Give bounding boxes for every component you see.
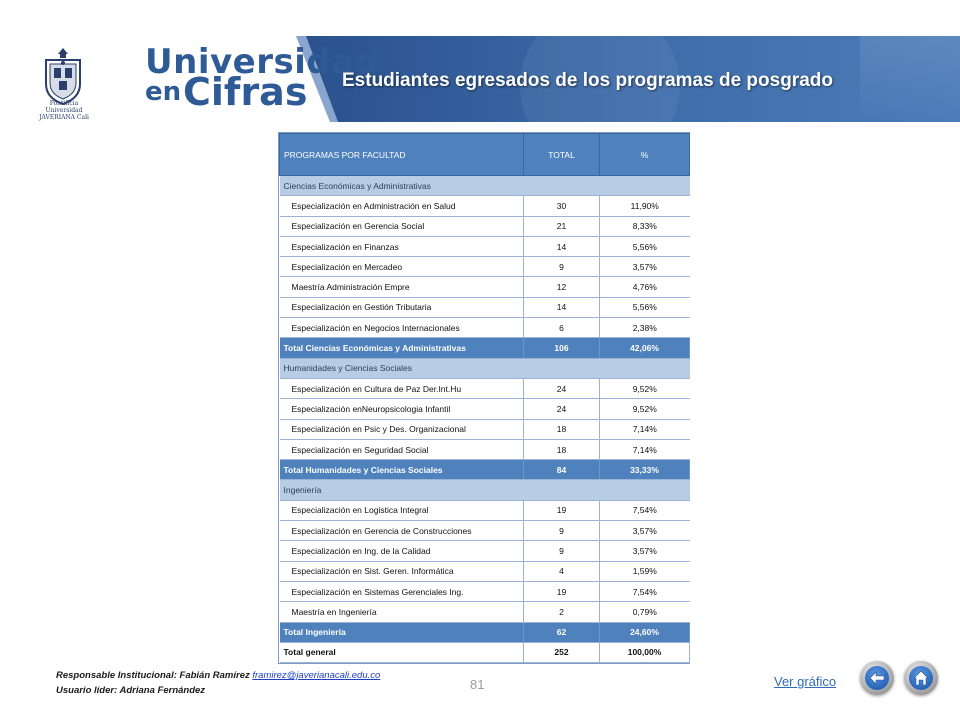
- faculty-row: [280, 480, 690, 500]
- table-body: [280, 176, 690, 663]
- responsible-email-link[interactable]: framirez@javerianacali.edu.co: [252, 670, 381, 681]
- program-total: 19: [524, 500, 600, 520]
- column-header-programs: PROGRAMAS POR FACULTAD: [280, 134, 524, 176]
- program-name: Maestría en Ingeniería: [280, 602, 524, 622]
- footer-user-leader: Usuario líder: Adriana Fernández: [56, 685, 206, 696]
- graduates-table: [279, 133, 690, 663]
- program-percent: 4,76%: [600, 277, 690, 297]
- program-total: 24: [524, 399, 600, 419]
- home-icon: [913, 670, 929, 686]
- table-row: [280, 277, 690, 297]
- table-row: [280, 236, 690, 256]
- program-name: Especialización en Logistica Integral: [280, 500, 524, 520]
- subtotal-row: [280, 338, 690, 358]
- program-name: Especialización en Ing. de la Calidad: [280, 541, 524, 561]
- table-row: [280, 439, 690, 459]
- program-total: 21: [524, 216, 600, 236]
- table-row: [280, 602, 690, 622]
- program-total: 14: [524, 297, 600, 317]
- table-row: [280, 561, 690, 581]
- table-row: [280, 318, 690, 338]
- brand-cifras: Cifras: [183, 70, 308, 114]
- arrow-left-icon: [869, 671, 885, 685]
- grand-total-row: [280, 642, 690, 662]
- table-row: [280, 399, 690, 419]
- program-name: Especialización en Seguridad Social: [280, 439, 524, 459]
- table-row: [280, 500, 690, 520]
- seal-caption: Pontificia Universidad JAVERIANA Cali: [39, 100, 89, 121]
- brand-universidad: Universidad: [145, 42, 380, 82]
- program-name: Especialización en Gerencia Social: [280, 216, 524, 236]
- faculty-name: Ciencias Económicas y Administrativas: [280, 176, 690, 196]
- table-row: [280, 196, 690, 216]
- table-row: [280, 581, 690, 601]
- program-name: Especialización en Psic y Des. Organizacional: [280, 419, 524, 439]
- subtotal-percent: 42,06%: [600, 338, 690, 358]
- subtotal-percent: 24,60%: [600, 622, 690, 642]
- program-total: 9: [524, 541, 600, 561]
- program-percent: 2,38%: [600, 318, 690, 338]
- program-total: 30: [524, 196, 600, 216]
- grand-total-label: Total general: [280, 642, 524, 662]
- table-row: [280, 297, 690, 317]
- program-name: Especialización en Administración en Salud: [280, 196, 524, 216]
- program-total: 12: [524, 277, 600, 297]
- table-row: [280, 541, 690, 561]
- program-total: 18: [524, 419, 600, 439]
- program-name: Especialización en Finanzas: [280, 236, 524, 256]
- program-total: 19: [524, 581, 600, 601]
- program-total: 14: [524, 236, 600, 256]
- program-percent: 3,57%: [600, 541, 690, 561]
- program-name: Especialización en Sist. Geren. Informática: [280, 561, 524, 581]
- program-percent: 5,56%: [600, 297, 690, 317]
- program-percent: 5,56%: [600, 236, 690, 256]
- subtotal-total: 84: [524, 460, 600, 480]
- program-percent: 7,14%: [600, 439, 690, 459]
- subtotal-percent: 33,33%: [600, 460, 690, 480]
- table-row: [280, 216, 690, 236]
- program-name: Especialización enNeuropsicologia Infantil: [280, 399, 524, 419]
- subtotal-total: 62: [524, 622, 600, 642]
- faculty-row: [280, 176, 690, 196]
- program-total: 9: [524, 257, 600, 277]
- program-total: 9: [524, 521, 600, 541]
- program-percent: 0,79%: [600, 602, 690, 622]
- table-row: [280, 419, 690, 439]
- program-name: Especialización en Gerencia de Construcciones: [280, 521, 524, 541]
- subtotal-label: Total Humanidades y Ciencias Sociales: [280, 460, 524, 480]
- program-total: 18: [524, 439, 600, 459]
- footer-responsible: [56, 670, 380, 681]
- brand-en: en: [145, 77, 182, 107]
- subtotal-total: 106: [524, 338, 600, 358]
- program-percent: 3,57%: [600, 257, 690, 277]
- program-name: Especialización en Sistemas Gerenciales Ing.: [280, 581, 524, 601]
- program-total: 24: [524, 378, 600, 398]
- grand-total-percent: 100,00%: [600, 642, 690, 662]
- page-title: Estudiantes egresados de los programas de posgrado: [342, 70, 833, 91]
- program-percent: 11,90%: [600, 196, 690, 216]
- faculty-name: Humanidades y Ciencias Sociales: [280, 358, 690, 378]
- subtotal-label: Total Ciencias Económicas y Administrativas: [280, 338, 524, 358]
- table-header-row: [280, 134, 690, 176]
- program-percent: 9,52%: [600, 399, 690, 419]
- program-percent: 8,33%: [600, 216, 690, 236]
- program-total: 4: [524, 561, 600, 581]
- table-row: [280, 257, 690, 277]
- table-row: [280, 378, 690, 398]
- page-number: 81: [470, 677, 485, 692]
- grand-total-total: 252: [524, 642, 600, 662]
- program-name: Maestría Administración Empre: [280, 277, 524, 297]
- subtotal-label: Total Ingeniería: [280, 622, 524, 642]
- program-name: Especialización en Cultura de Paz Der.Int.Hu: [280, 378, 524, 398]
- faculty-name: Ingeniería: [280, 480, 690, 500]
- program-total: 2: [524, 602, 600, 622]
- program-percent: 7,54%: [600, 581, 690, 601]
- subtotal-row: [280, 622, 690, 642]
- responsible-label: Responsable Institucional: Fabián Ramírez: [56, 670, 250, 681]
- home-button[interactable]: [904, 661, 938, 695]
- table-row: [280, 521, 690, 541]
- column-header-total: TOTAL: [524, 134, 600, 176]
- program-percent: 3,57%: [600, 521, 690, 541]
- program-name: Especialización en Mercadeo: [280, 257, 524, 277]
- faculty-row: [280, 358, 690, 378]
- program-percent: 9,52%: [600, 378, 690, 398]
- program-percent: 7,54%: [600, 500, 690, 520]
- program-name: Especialización en Negocios Internacionales: [280, 318, 524, 338]
- graduates-table-container: [278, 132, 690, 664]
- column-header-percent: %: [600, 134, 690, 176]
- program-percent: 7,14%: [600, 419, 690, 439]
- program-total: 6: [524, 318, 600, 338]
- program-name: Especialización en Gestión Tributaria: [280, 297, 524, 317]
- view-chart-link[interactable]: Ver gráfico: [774, 674, 837, 689]
- back-button[interactable]: [860, 661, 894, 695]
- program-percent: 1,59%: [600, 561, 690, 581]
- subtotal-row: [280, 460, 690, 480]
